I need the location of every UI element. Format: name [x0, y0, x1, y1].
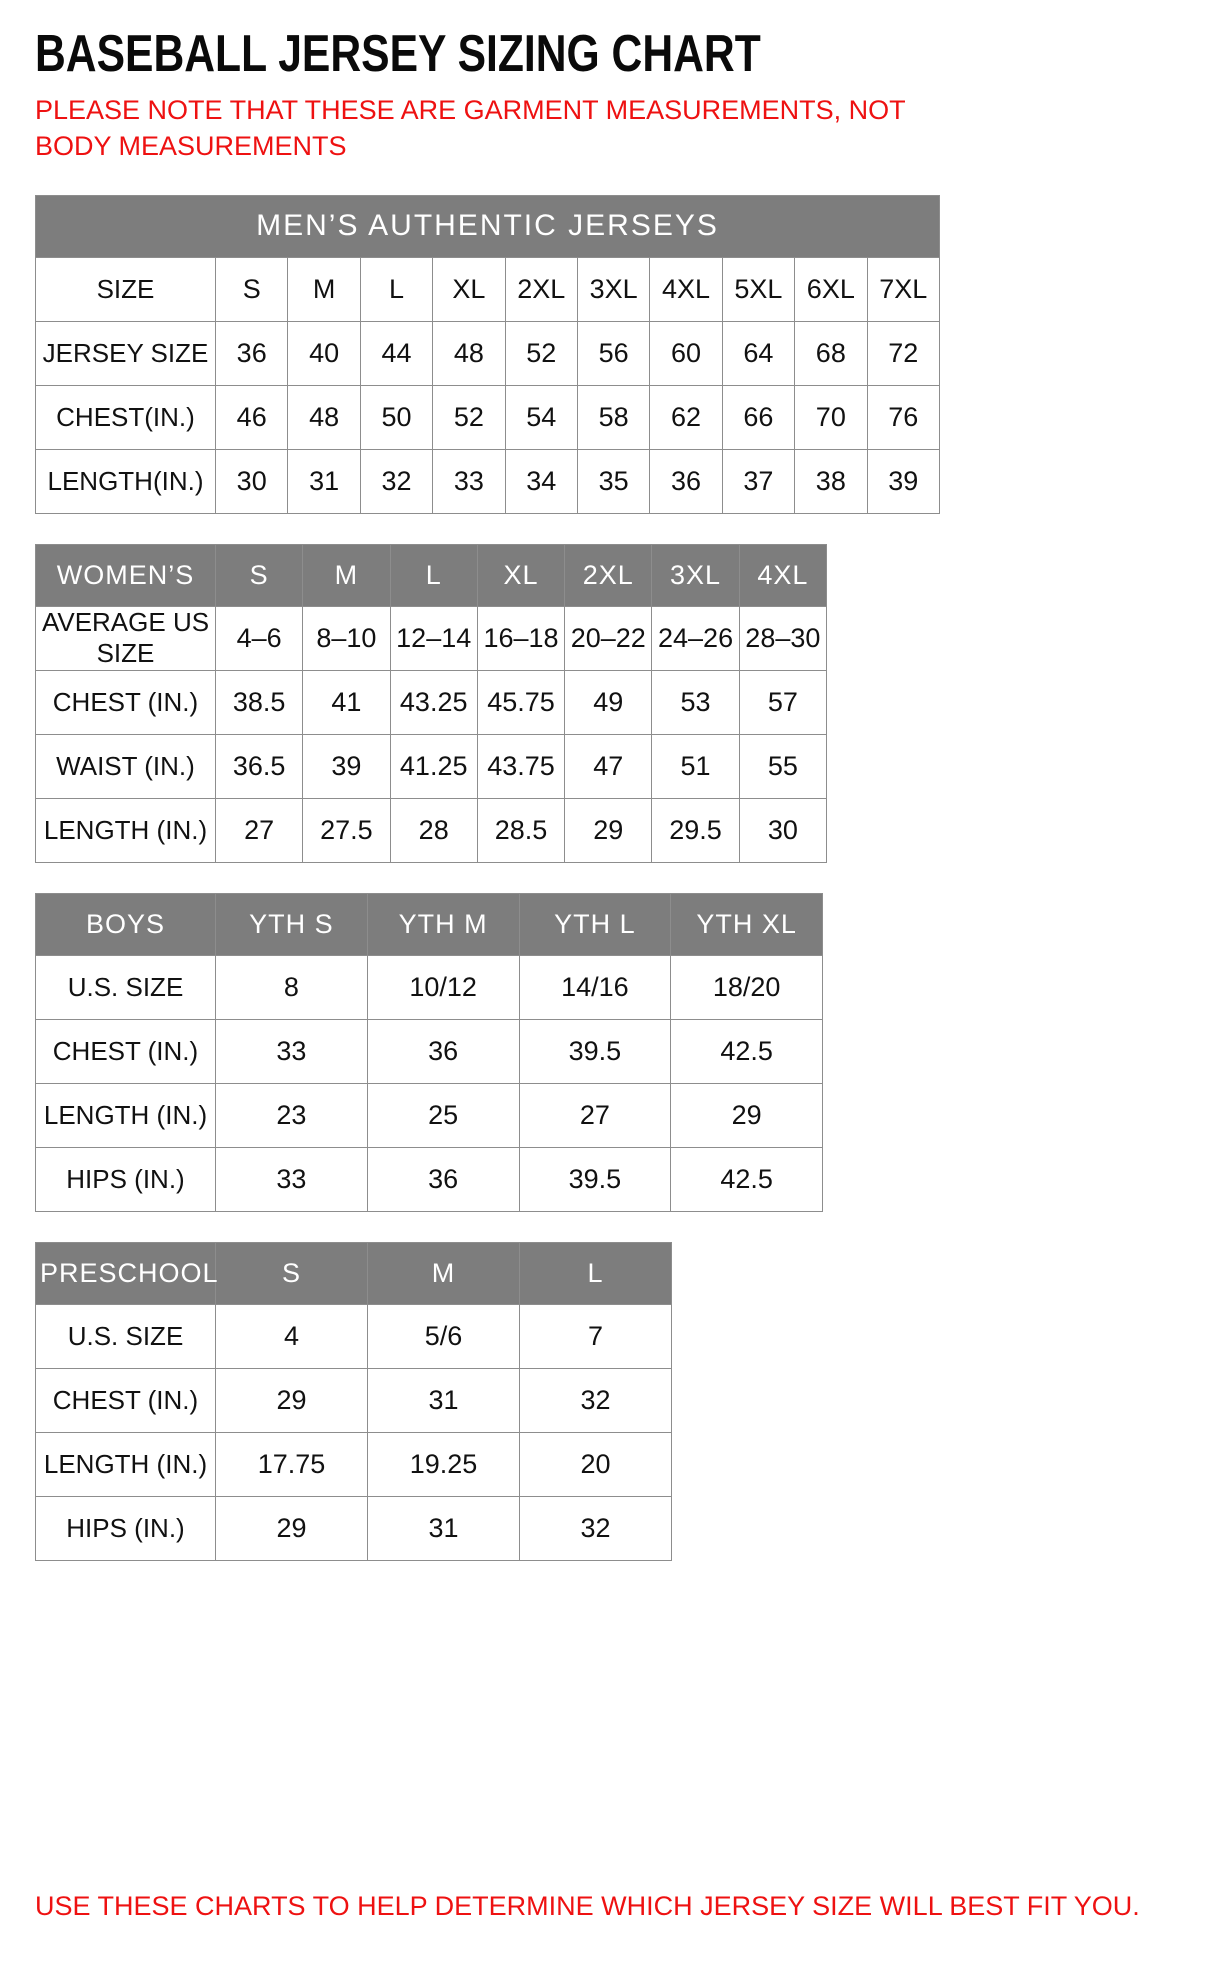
- cell-value: 57: [739, 670, 826, 734]
- cell-value: L: [360, 257, 432, 321]
- cell-value: 5XL: [722, 257, 794, 321]
- row-label: AVERAGE US SIZE: [36, 606, 216, 670]
- table-row: [36, 606, 827, 670]
- column-header: XL: [477, 544, 564, 606]
- column-header: M: [368, 1242, 520, 1304]
- column-header: S: [216, 1242, 368, 1304]
- column-header: L: [390, 544, 477, 606]
- row-label: JERSEY SIZE: [36, 321, 216, 385]
- cell-value: 43.25: [390, 670, 477, 734]
- garment-measurement-note: PLEASE NOTE THAT THESE ARE GARMENT MEASUREMENTS, NOT BODY MEASUREMENTS: [35, 95, 906, 162]
- cell-value: 33: [216, 1147, 368, 1211]
- cell-value: 37: [722, 449, 794, 513]
- cell-value: 46: [216, 385, 288, 449]
- row-label: SIZE: [36, 257, 216, 321]
- cell-value: 49: [565, 670, 652, 734]
- table-row: [36, 321, 940, 385]
- table-header-row: [36, 893, 823, 955]
- cell-value: 29: [565, 798, 652, 862]
- cell-value: 28–30: [739, 606, 826, 670]
- preschool-sizing-table: [35, 1242, 672, 1561]
- cell-value: 36: [367, 1147, 519, 1211]
- row-label-header: PRESCHOOL: [36, 1242, 216, 1304]
- page-title: BASEBALL JERSEY SIZING CHART: [35, 25, 761, 83]
- cell-value: 31: [368, 1496, 520, 1560]
- cell-value: 4: [216, 1304, 368, 1368]
- table-row: [36, 449, 940, 513]
- table-row: [36, 1496, 672, 1560]
- table-row: [36, 1304, 672, 1368]
- cell-value: 53: [652, 670, 739, 734]
- cell-value: 30: [739, 798, 826, 862]
- cell-value: 17.75: [216, 1432, 368, 1496]
- cell-value: 41: [303, 670, 390, 734]
- row-label: HIPS (IN.): [36, 1147, 216, 1211]
- cell-value: 18/20: [671, 955, 823, 1019]
- cell-value: 34: [505, 449, 577, 513]
- cell-value: 5/6: [368, 1304, 520, 1368]
- table-row: [36, 670, 827, 734]
- cell-value: 55: [739, 734, 826, 798]
- cell-value: S: [216, 257, 288, 321]
- cell-value: 33: [433, 449, 505, 513]
- row-label: CHEST (IN.): [36, 1019, 216, 1083]
- footer-note: USE THESE CHARTS TO HELP DETERMINE WHICH JERSEY SIZE WILL BEST FIT YOU.: [35, 1890, 1140, 1921]
- cell-value: 58: [577, 385, 649, 449]
- cell-value: 6XL: [795, 257, 867, 321]
- cell-value: 38: [795, 449, 867, 513]
- cell-value: 27.5: [303, 798, 390, 862]
- column-header: YTH M: [367, 893, 519, 955]
- cell-value: 52: [433, 385, 505, 449]
- column-header: YTH XL: [671, 893, 823, 955]
- womens-sizing-table: [35, 544, 827, 863]
- cell-value: 39: [303, 734, 390, 798]
- column-header: 2XL: [565, 544, 652, 606]
- cell-value: 29.5: [652, 798, 739, 862]
- cell-value: 64: [722, 321, 794, 385]
- column-header: YTH L: [519, 893, 671, 955]
- cell-value: 76: [867, 385, 939, 449]
- cell-value: 47: [565, 734, 652, 798]
- cell-value: 70: [795, 385, 867, 449]
- cell-value: 28: [390, 798, 477, 862]
- cell-value: 31: [288, 449, 360, 513]
- column-header: L: [520, 1242, 672, 1304]
- column-header: 3XL: [652, 544, 739, 606]
- cell-value: 38.5: [216, 670, 303, 734]
- table-row: [36, 1432, 672, 1496]
- row-label: LENGTH (IN.): [36, 1432, 216, 1496]
- boys-sizing-table: [35, 893, 823, 1212]
- cell-value: 68: [795, 321, 867, 385]
- cell-value: 43.75: [477, 734, 564, 798]
- row-label: U.S. SIZE: [36, 955, 216, 1019]
- table-row: [36, 1019, 823, 1083]
- cell-value: 20–22: [565, 606, 652, 670]
- cell-value: M: [288, 257, 360, 321]
- cell-value: 19.25: [368, 1432, 520, 1496]
- cell-value: 41.25: [390, 734, 477, 798]
- cell-value: 20: [520, 1432, 672, 1496]
- cell-value: 62: [650, 385, 722, 449]
- cell-value: 4XL: [650, 257, 722, 321]
- cell-value: 31: [368, 1368, 520, 1432]
- table-row: [36, 257, 940, 321]
- column-header: YTH S: [216, 893, 368, 955]
- table-row: [36, 1083, 823, 1147]
- row-label: CHEST (IN.): [36, 1368, 216, 1432]
- cell-value: 56: [577, 321, 649, 385]
- cell-value: 32: [520, 1496, 672, 1560]
- cell-value: 44: [360, 321, 432, 385]
- cell-value: 29: [671, 1083, 823, 1147]
- table-header-row: [36, 1242, 672, 1304]
- cell-value: 2XL: [505, 257, 577, 321]
- table-row: [36, 734, 827, 798]
- cell-value: 36: [367, 1019, 519, 1083]
- row-label: CHEST(IN.): [36, 385, 216, 449]
- table-header-row: [36, 544, 827, 606]
- cell-value: 45.75: [477, 670, 564, 734]
- cell-value: 3XL: [577, 257, 649, 321]
- cell-value: 39.5: [519, 1019, 671, 1083]
- table-row: [36, 1147, 823, 1211]
- cell-value: 4–6: [216, 606, 303, 670]
- cell-value: 48: [433, 321, 505, 385]
- cell-value: 23: [216, 1083, 368, 1147]
- cell-value: 27: [519, 1083, 671, 1147]
- mens-authentic-jerseys-table: [35, 195, 940, 514]
- table-row: [36, 955, 823, 1019]
- cell-value: 7: [520, 1304, 672, 1368]
- row-label: CHEST (IN.): [36, 670, 216, 734]
- table-row: [36, 385, 940, 449]
- cell-value: XL: [433, 257, 505, 321]
- cell-value: 10/12: [367, 955, 519, 1019]
- row-label: LENGTH (IN.): [36, 798, 216, 862]
- cell-value: 30: [216, 449, 288, 513]
- row-label: U.S. SIZE: [36, 1304, 216, 1368]
- row-label: LENGTH (IN.): [36, 1083, 216, 1147]
- cell-value: 48: [288, 385, 360, 449]
- cell-value: 35: [577, 449, 649, 513]
- table-row: [36, 1368, 672, 1432]
- cell-value: 29: [216, 1368, 368, 1432]
- cell-value: 36.5: [216, 734, 303, 798]
- cell-value: 51: [652, 734, 739, 798]
- column-header: S: [216, 544, 303, 606]
- cell-value: 36: [216, 321, 288, 385]
- column-header: 4XL: [739, 544, 826, 606]
- cell-value: 25: [367, 1083, 519, 1147]
- row-label-header: BOYS: [36, 893, 216, 955]
- cell-value: 52: [505, 321, 577, 385]
- cell-value: 32: [520, 1368, 672, 1432]
- cell-value: 27: [216, 798, 303, 862]
- cell-value: 8: [216, 955, 368, 1019]
- cell-value: 39.5: [519, 1147, 671, 1211]
- cell-value: 50: [360, 385, 432, 449]
- cell-value: 42.5: [671, 1019, 823, 1083]
- cell-value: 40: [288, 321, 360, 385]
- cell-value: 36: [650, 449, 722, 513]
- cell-value: 24–26: [652, 606, 739, 670]
- cell-value: 29: [216, 1496, 368, 1560]
- row-label: HIPS (IN.): [36, 1496, 216, 1560]
- cell-value: 12–14: [390, 606, 477, 670]
- cell-value: 14/16: [519, 955, 671, 1019]
- cell-value: 60: [650, 321, 722, 385]
- row-label: LENGTH(IN.): [36, 449, 216, 513]
- cell-value: 28.5: [477, 798, 564, 862]
- cell-value: 7XL: [867, 257, 939, 321]
- cell-value: 54: [505, 385, 577, 449]
- cell-value: 66: [722, 385, 794, 449]
- table-row: [36, 798, 827, 862]
- table-banner: MEN’S AUTHENTIC JERSEYS: [36, 195, 940, 257]
- column-header: M: [303, 544, 390, 606]
- cell-value: 39: [867, 449, 939, 513]
- cell-value: 8–10: [303, 606, 390, 670]
- cell-value: 32: [360, 449, 432, 513]
- cell-value: 42.5: [671, 1147, 823, 1211]
- cell-value: 33: [216, 1019, 368, 1083]
- cell-value: 16–18: [477, 606, 564, 670]
- row-label: WAIST (IN.): [36, 734, 216, 798]
- row-label-header: WOMEN’S: [36, 544, 216, 606]
- cell-value: 72: [867, 321, 939, 385]
